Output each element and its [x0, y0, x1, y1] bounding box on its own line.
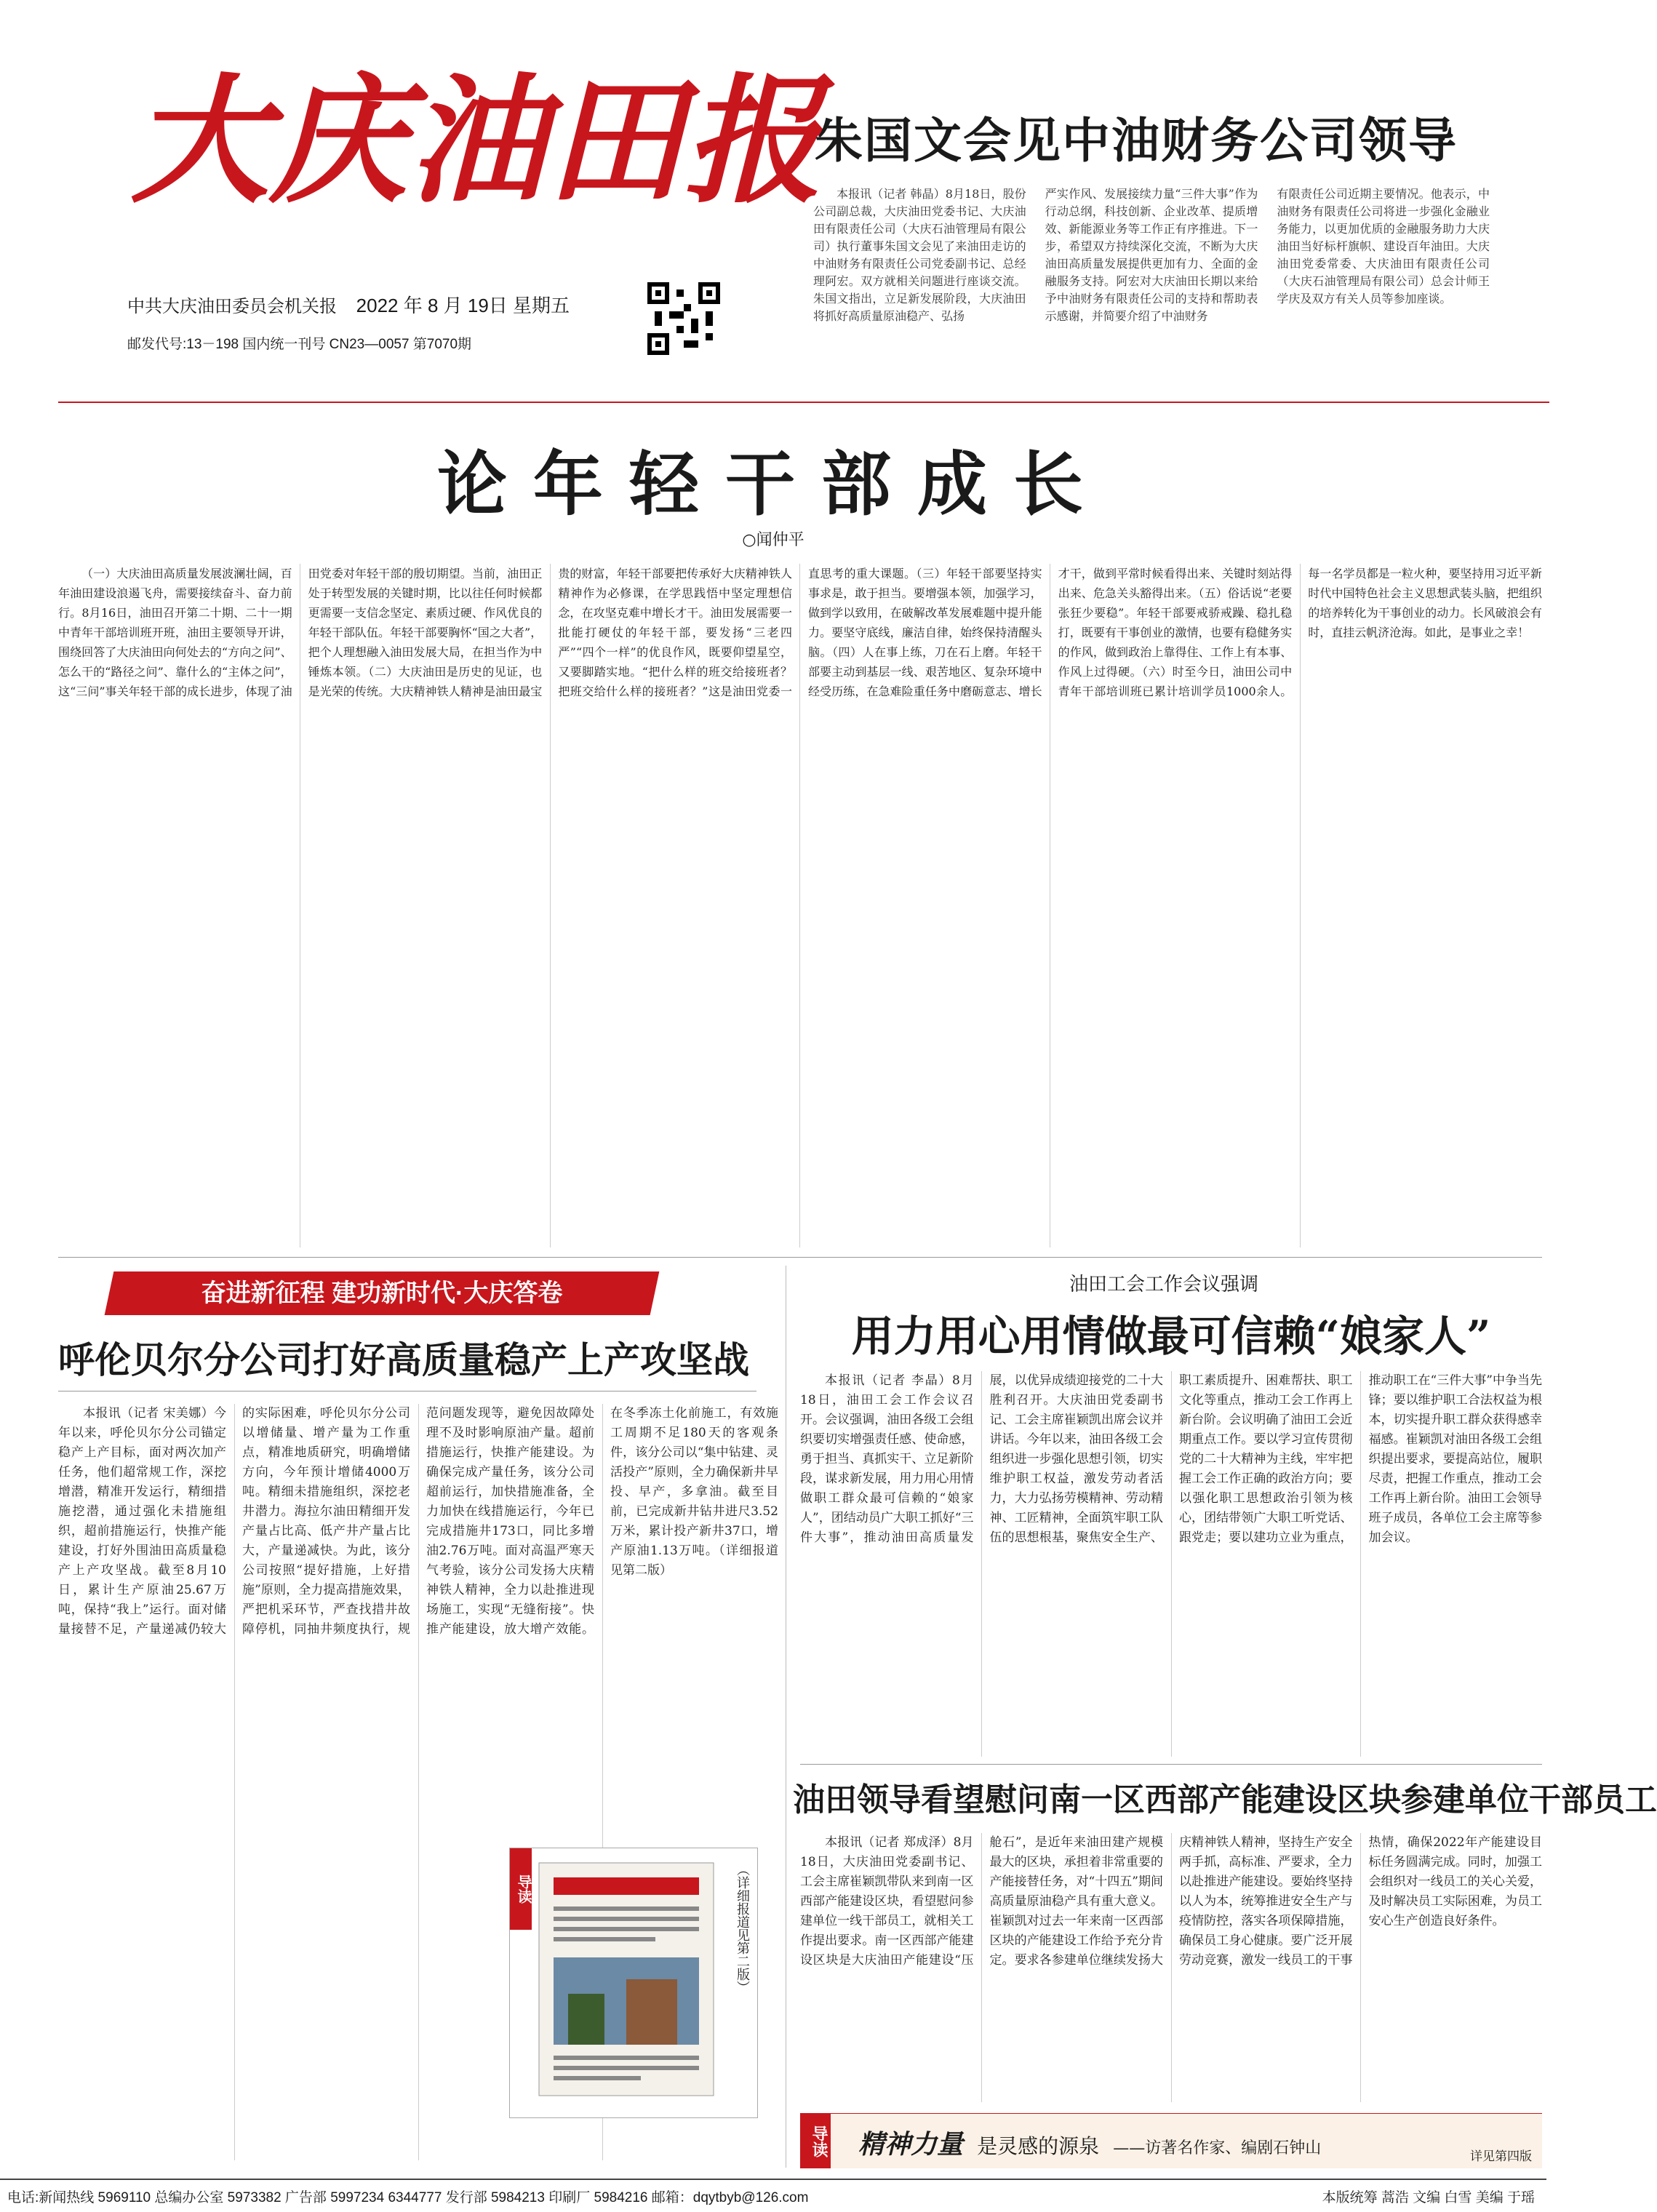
daodu-sub: 是灵感的源泉	[977, 2134, 1100, 2158]
daodu-headline-line	[858, 2124, 1321, 2161]
footer-credits: 本版统筹 蒿浩 文编 白雪 美编 于瑶	[1322, 2190, 1535, 2205]
dao-note: （详细报道见第二版）	[735, 1863, 750, 1994]
series-banner-text: 奋进新征程 建功新时代·大庆答卷	[201, 1279, 563, 1307]
visit-title: 油田领导看望慰问南一区西部产能建设区块参建单位干部员工	[793, 1781, 1657, 1818]
footer-rule	[0, 2179, 1546, 2180]
union-bottom-rule	[800, 1764, 1542, 1765]
hulunbeier-title: 呼伦贝尔分公司打好高质量稳产上产攻坚战	[58, 1338, 749, 1381]
lead-col-1: 本报讯（记者 韩晶）8月18日，股份公司副总裁，大庆油田党委书记、大庆油田有限责任公司（大庆石油管理局有限公司）执行董事朱国文会见了来油田走访的中油财务有限责任公司党委副书记、总经理阿宏。双方就相关问题进行座谈交流。朱国文指出，立足新发展阶段，大庆油田将抓好高质量原油稳产、弘扬	[813, 187, 1026, 323]
issue-date: 2022 年 8 月 19日 星期五	[356, 295, 570, 316]
hulunbeier-body: 本报讯（记者 宋美娜）今年以来，呼伦贝尔分公司锚定稳产上产目标，面对两次加产任务，他们超常规工作，深挖增潜，精准开发运行，精细措施挖潜，通过强化未措施组织，超前措施运行，快推产能建设，打好外围油田高质量稳产上产攻坚战。截至8月10日，累计生产原油25.67万吨，保持“我上”运行。面对储量接替不足，产量递减仍较大的实际困难，呼伦贝尔分公司以增储量、增产量为工作重点，精准地质研究，明确增储方向，今年预计增储4000万吨。精细未措施组织，深挖老井潜力。海拉尔油田精细开发产量占比高、低产井产量占比大，产量递减快。为此，该分公司按照“提好措施，上好措施”原则，全力提高措施效果，严把机采环节，严查找措井故障停机，同抽井频度执行，规范问题发现等，避免因故障处理不及时影响原油产量。超前措施运行，快推产能建设。为确保完成产量任务，该分公司超前运行，加快措施准备，全力加快在线措施运行，今年已完成措施井173口，同比多增油2.76万吨。面对高温严寒天气考验，该分公司发扬大庆精神铁人精神，全力以赴推进现场施工，实现“无缝衔接”。快推产能建设，放大增产效能。在冬季冻土化前施工，有效施工周期不足180天的客观条件，该分公司以“集中钻建、灵活投产”原则，全力确保新井早投、早产，多拿油。截至目前，已完成新井钻井进尺3.52万米，累计投产新井37口，增产原油1.13万吨。（详细报道见第二版）	[58, 1406, 778, 1637]
dao-box	[509, 1848, 758, 2118]
lead-article-body	[813, 185, 1490, 367]
masthead-rule	[58, 402, 1549, 403]
daodu-headline: 精神力量	[858, 2129, 964, 2160]
daodu-see: 详见第四版	[1470, 2149, 1532, 2164]
masthead	[0, 0, 1546, 407]
editorial-author: ○闻仲平	[742, 531, 804, 549]
daodu-dash: ——访著名作家、编剧石钟山	[1113, 2139, 1322, 2157]
union-body: 本报讯（记者 李晶）8月18日，油田工会工作会议召开。会议强调，油田各级工会组织要切实增强责任感、使命感，勇于担当、真抓实干、立足新阶段，谋求新发展，用力用心用情做职工群众最可信赖的“娘家人”，团结动员广大职工抓好“三件大事”，推动油田高质量发展，以优异成绩迎接党的二十大胜利召开。大庆油田党委副书记、工会主席崔颖凯出席会议并讲话。今年以来，油田各级工会组织进一步强化思想引领，切实维护职工权益，激发劳动者活力，大力弘扬劳模精神、劳动精神、工匠精神，全面筑牢职工队伍的思想根基，聚焦安全生产、职工素质提升、困难帮扶、职工文化等重点，推动工会工作再上新台阶。会议明确了油田工会近期重点工作。要以学习宣传贯彻党的二十大精神为主线，牢牢把握工会工作正确的政治方向；要以强化职工思想政治引领为核心，团结带领广大职工听党话、跟党走；要以建功立业为重点，推动职工在“三件大事”中争当先锋；要以维护职工合法权益为根本，切实提升职工群众获得感幸福感。崔颖凯对油田各级工会组织提出要求，要提高站位，履职尽责，把握工作重点，推动工会工作再上新台阶。油田工会领导班子成员，各单位工会主席等参加会议。	[800, 1373, 1542, 1545]
lead-article-title: 朱国文会见中油财务公司领导	[815, 112, 1458, 169]
dao-label: 导读	[510, 1848, 532, 1930]
newspaper-logo	[116, 51, 823, 222]
lead-col-3: 有限责任公司近期主要情况。他表示，中油财务有限责任公司将进一步强化金融业务能力，以更加优质的金融服务助力大庆油田当好标杆旗帜、建设百年油田。大庆油田党委常委、大庆油田有限责任公司（大庆石油管理局有限公司）总会计师王学庆及双方有关人员等参加座谈。	[1277, 187, 1490, 306]
daodu-label: 导读	[800, 2114, 831, 2168]
union-kicker: 油田工会工作会议强调	[1069, 1273, 1258, 1295]
sponsor: 中共大庆油田委员会机关报	[127, 297, 337, 316]
editorial-body: （一）大庆油田高质量发展波澜壮阔，百年油田建设浪遏飞舟，需要接续奋斗、奋力前行。8月16日，油田召开第二十期、二十一期中青年干部培训班开班，油田主要领导开讲，围绕回答了大庆油田向何处去的“方向之问”、怎么干的“路径之问”、靠什么的“主体之问”，这“三问”事关年轻干部的成长进步，体现了油田党委对年轻干部的殷切期望。当前，油田正处于转型发展的关键时期，比以往任何时候都更需要一支信念坚定、素质过硬、作风优良的年轻干部队伍。年轻干部要胸怀“国之大者”，把个人理想融入油田发展大局，在担当作为中锤炼本领。（二）大庆油田是历史的见证，也是光荣的传统。大庆精神铁人精神是油田最宝贵的财富，年轻干部要把传承好大庆精神铁人精神作为必修课，在学思践悟中坚定理想信念，在攻坚克难中增长才干。油田发展需要一批能打硬仗的年轻干部，要发扬“三老四严”“四个一样”的优良作风，既要仰望星空，又要脚踏实地。“把什么样的班交给接班者？把班交给什么样的接班者？”这是油田党委一直思考的重大课题。（三）年轻干部要坚持实事求是，敢于担当。要增强本领，加强学习，做到学以致用，在破解改革发展难题中提升能力。要坚守底线，廉洁自律，始终保持清醒头脑。（四）人在事上练，刀在石上磨。年轻干部要主动到基层一线、艰苦地区、复杂环境中经受历练，在急难险重任务中磨砺意志、增长才干，做到平常时候看得出来、关键时刻站得出来、危急关头豁得出来。（五）俗话说“老要张狂少要稳”。年轻干部要戒骄戒躁、稳扎稳打，既要有干事创业的激情，也要有稳健务实的作风，做到政治上靠得住、工作上有本事、作风上过得硬。（六）时至今日，油田公司中青年干部培训班已累计培训学员1000余人。每一名学员都是一粒火种，要坚持用习近平新时代中国特色社会主义思想武装头脑，把组织的培养转化为干事创业的动力。长风破浪会有时，直挂云帆济沧海。如此，是事业之幸！	[58, 567, 1542, 698]
daodu-box	[800, 2113, 1542, 2168]
visit-body: 本报讯（记者 郑成泽）8月18日，大庆油田党委副书记、工会主席崔颖凯带队来到南一区西部产能建设区块，看望慰问参建单位一线干部员工，就相关工作提出要求。南一区西部产能建设区块是大庆油田产能建设“压舱石”，是近年来油田建产规模最大的区块，承担着非常重要的产能接替任务，对“十四五”期间高质量原油稳产具有重大意义。崔颖凯对过去一年来南一区西部区块的产能建设工作给予充分肯定。要求各参建单位继续发扬大庆精神铁人精神，坚持生产安全两手抓，高标准、严要求，全力以赴推进产能建设。要始终坚持以人为本，统筹推进安全生产与疫情防控，落实各项保障措施，确保员工身心健康。要广泛开展劳动竞赛，激发一线员工的干事热情，确保2022年产能建设目标任务圆满完成。同时，加强工会组织对一线员工的关心关爱，及时解决员工实际困难，为员工安心生产创造良好条件。	[800, 1835, 1542, 1968]
logo-text: 大庆油田报	[131, 60, 823, 222]
postal-info: 邮发代号:13－198 国内统一刊号 CN23—0057 第7070期	[127, 337, 472, 352]
editorial-title: 论年轻干部成长	[437, 443, 1109, 525]
union-title: 用力用心用情做最可信赖“娘家人”	[851, 1311, 1491, 1361]
footer-contacts: 电话:新闻热线 5969110 总编办公室 5973382 广告部 5997234 6344777 发行部 5984213 印刷厂 5984216 邮箱：dqytbyb@126.com	[7, 2190, 809, 2205]
sponsor-line	[127, 291, 570, 318]
lead-col-2: 严实作风、发展接续力量“三件大事”作为行动总纲，科技创新、企业改革、提质增效、新能源业务等工作正有序推进。下一步，希望双方持续深化交流，不断为大庆油田高质量发展提供更加有力、全面的金融服务支持。阿宏对大庆油田长期以来给予中油财务有限责任公司的支持和帮助表示感谢，并简要介绍了中油财务	[1045, 187, 1258, 323]
qr-code-icon	[647, 282, 720, 355]
hulunbeier-title-rule	[58, 1391, 756, 1392]
editorial-bottom-rule	[58, 1257, 1542, 1258]
newspaper-thumbnail-icon	[539, 1863, 714, 2096]
